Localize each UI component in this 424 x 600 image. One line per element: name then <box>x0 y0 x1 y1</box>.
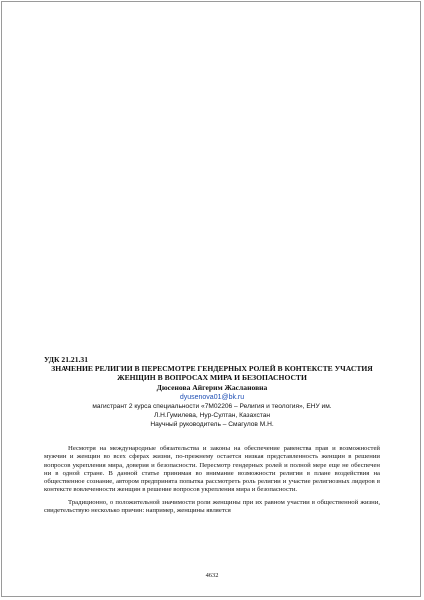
page-number: 4632 <box>205 572 219 579</box>
article <box>44 355 380 515</box>
body-paragraph: Несмотря на международные обязательства и законы на обеспечение равенства прав и возможностей мужчин и женщин во всех сферах жизни, по-прежнему остается низкая представленность женщин в решении вопросов укрепления мира, доверия и безопасности. Пересмотр гендерных ролей и полной мере еще не обеспечен ни в одной стране. В данной статье принимая во внимание возможности религии в плане воздействия на общественное сознание, автором предпринята попытка рассмотреть роль религии и участие религиозных лидеров в контексте вовлеченности женщин в решение вопросов укрепления мира и безопасности. <box>44 445 380 494</box>
supervisor: Научный руководитель – Смагулов М.Н. <box>150 421 274 428</box>
udk-code: УДК 21.21.31 <box>44 355 89 364</box>
article-body <box>44 445 380 515</box>
author-affiliation-line-2: Л.Н.Гумилева, Нур-Султан, Казахстан <box>153 412 271 419</box>
body-paragraph: Традиционно, о положительной значимости роли женщины при их равном участии в общественной жизни, свидетельствую несколько причин: например, женщины является <box>44 498 380 515</box>
author-affiliation-line-1: магистрант 2 курса специальности «7M02206 – Религия и теология», ЕНУ им. <box>92 403 332 410</box>
article-title: ЗНАЧЕНИЕ РЕЛИГИИ В ПЕРЕСМОТРЕ ГЕНДЕРНЫХ РОЛЕЙ В КОНТЕКСТЕ УЧАСТИЯ ЖЕНЩИН В ВОПРОСАХ МИРА И БЕЗОПАСНОСТИ <box>51 364 373 382</box>
author-email[interactable]: dyusenova01@bk.ru <box>179 394 245 401</box>
author-name: Дюсенова Айгерим Жаслановна <box>156 383 268 392</box>
